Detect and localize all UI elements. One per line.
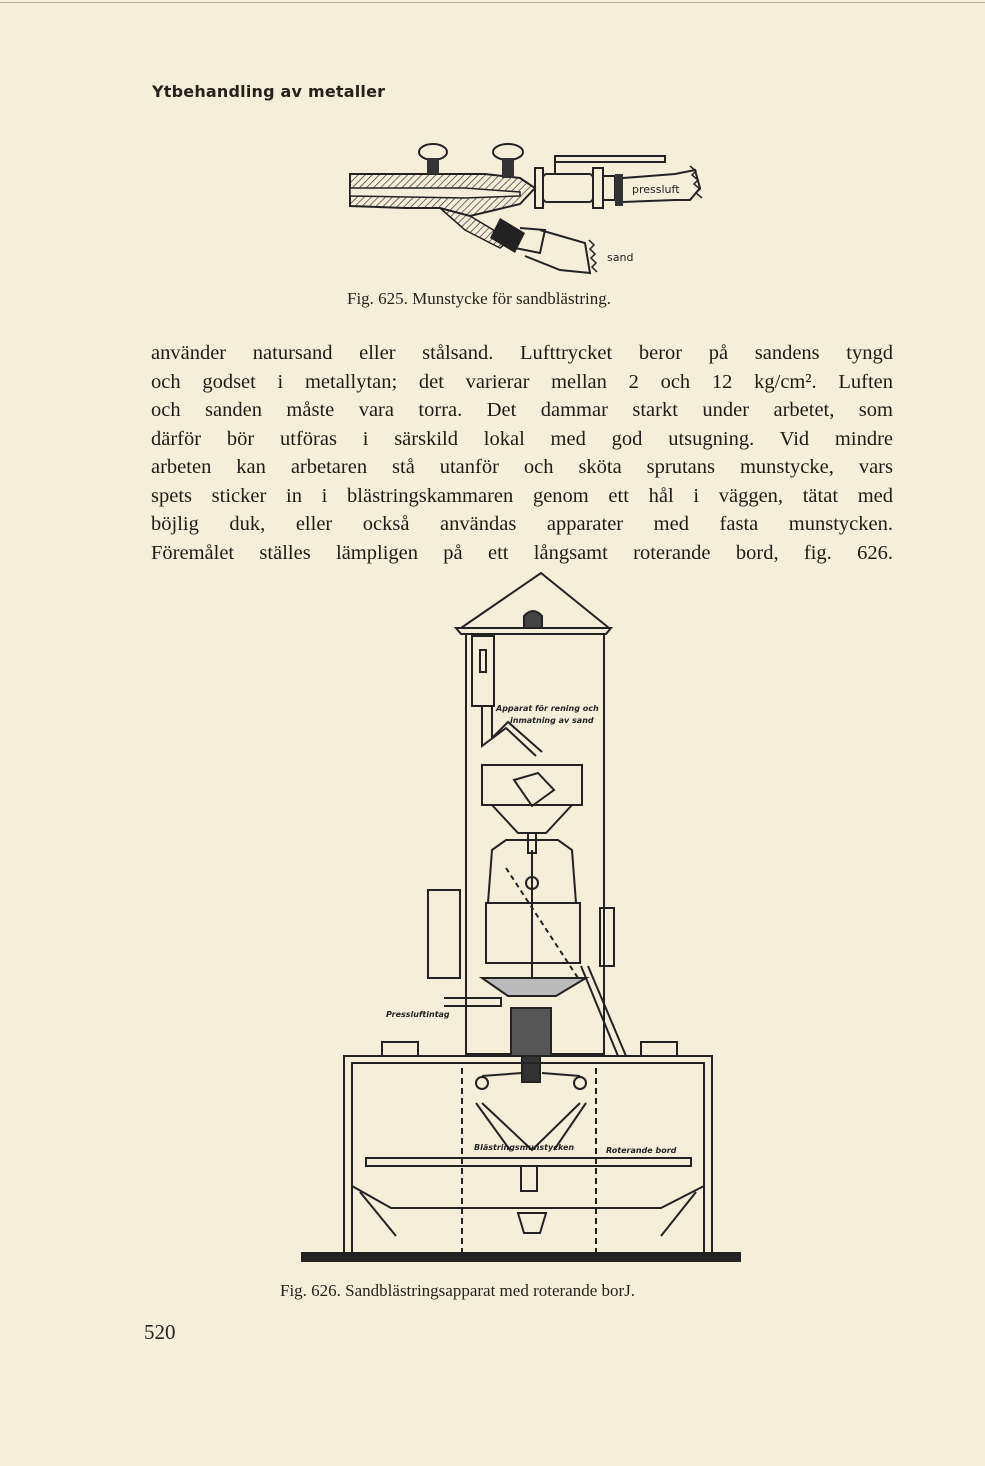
body-line: böjlig duk, eller också användas apparater med fasta munstycken.	[151, 513, 893, 535]
body-line: arbeten kan arbetaren stå utanför och sköta sprutans munstycke, vars	[151, 456, 893, 478]
body-line: därför bör utföras i särskild lokal med god utsugning. Vid mindre	[151, 427, 893, 450]
figure-625-caption: Fig. 625. Munstycke för sandblästring.	[347, 289, 611, 308]
fig626-label-apparatus-line2: inmatning av sand	[510, 716, 594, 725]
body-line: använder natursand eller stålsand. Lufttrycket beror på sandens tyngd	[151, 342, 893, 364]
figure-626-caption: Fig. 626. Sandblästringsapparat med roterande borJ.	[280, 1281, 636, 1300]
body-paragraph	[151, 339, 893, 567]
fig626-label-nozzles: Blästringsmunstycken	[474, 1143, 575, 1152]
page-number: 520	[144, 1320, 176, 1344]
body-line: och sanden måste vara torra. Det dammar starkt under arbetet, som	[151, 399, 893, 421]
fig626-label-air-inlet: Pressluftintag	[386, 1010, 450, 1019]
body-line: och godset i metallytan; det varierar mellan 2 och 12 kg/cm². Luften	[151, 370, 893, 393]
fig626-label-table: Roterande bord	[606, 1146, 677, 1155]
figure-625-nozzle-drawing	[345, 138, 715, 283]
page-edge-line	[0, 2, 985, 3]
running-head: Ytbehandling av metaller	[152, 82, 386, 101]
body-line: Föremålet ställes lämpligen på ett långsamt roterande bord, fig. 626.	[151, 541, 893, 564]
fig625-label-sand: sand	[607, 251, 634, 264]
figure-626-apparatus-drawing	[296, 568, 746, 1268]
body-line: spets sticker in i blästringskammaren genom ett hål i väggen, tätat med	[151, 484, 893, 507]
fig625-label-pressluft: pressluft	[632, 183, 680, 196]
fig626-label-apparatus-line1: Apparat för rening och	[496, 704, 599, 713]
